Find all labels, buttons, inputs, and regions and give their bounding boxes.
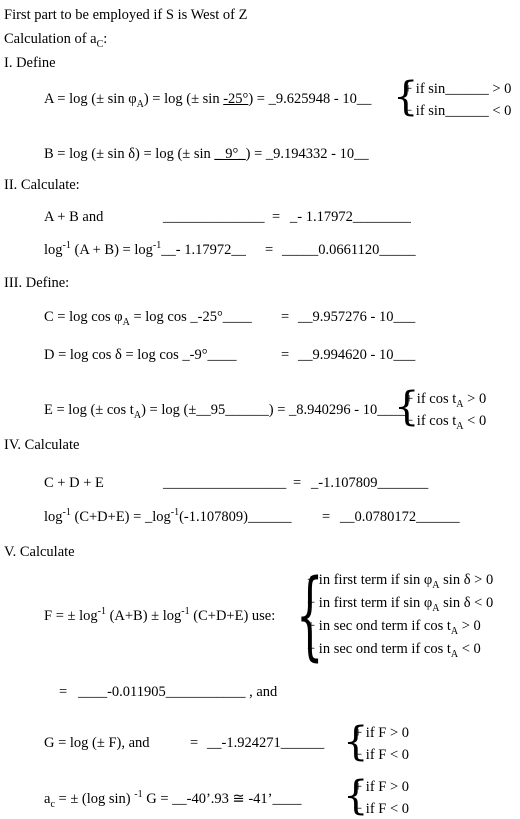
eq-g-case-pos: + if F > 0 [354, 725, 410, 741]
eq-ac-sup: -1 [134, 789, 143, 801]
eq-g [44, 734, 150, 752]
eq-cde-result: _-1.107809_______ [311, 475, 429, 491]
eq-g-lhs: G = log (± F), and [44, 735, 150, 751]
eq-c-sub: A [122, 316, 130, 328]
eq-e-case-neg [405, 412, 486, 430]
eq-ac-brace: { [343, 773, 369, 819]
eq-ac-result: __-40’.93 ≅ -41’____ [172, 791, 302, 807]
eq-f-case-2-end: sin δ < 0 [439, 595, 494, 611]
eq-f-sup2: -1 [181, 606, 190, 618]
section-3-heading: III. Define: [4, 275, 70, 291]
eq-ac-sub: c [50, 798, 55, 810]
eq-b-result: _9.194332 - 10__ [265, 146, 369, 162]
eq-d [44, 346, 237, 364]
eq-b-arg: _ 9°_ [214, 146, 246, 162]
eq-f-brace: { [296, 559, 324, 671]
eq-g-result: __-1.924271______ [207, 735, 325, 751]
eq-ac-lhs: a [44, 791, 51, 807]
section-1-heading: I. Define [4, 55, 56, 71]
eq-f-case-3-text: + in sec ond term if cos t [307, 618, 451, 634]
eq-f-case-4-text: − in sec ond term if cos t [307, 641, 451, 657]
eq-e-arg: __95______ [196, 402, 269, 418]
eq-e [44, 401, 406, 419]
eq-ab-blank: ______________ [163, 209, 265, 225]
eq-e-lhs: E = log (± cos t [44, 402, 134, 418]
section-4-heading: IV. Calculate [4, 437, 80, 453]
eq-d-mid: = log cos [121, 347, 183, 363]
eq-log-ab [44, 241, 246, 259]
eq-f-end: (C+D+E) use: [189, 608, 276, 624]
eq-a-brace: { [393, 74, 419, 120]
eq-log-ab-lhs: log [44, 242, 63, 258]
eq-f-case-2 [307, 594, 493, 612]
eq-d-arg: _-9°____ [182, 347, 237, 363]
eq-f-case-2-text: − in first term if sin φ [307, 595, 433, 611]
eq-log-cde-argsup: -1 [170, 507, 180, 519]
eq-c-mid: = log cos [129, 309, 191, 325]
eq-f-case-2-sub: A [432, 602, 440, 614]
eq-log-ab-sup2: -1 [152, 240, 162, 252]
eq-b-close: ) = [245, 146, 266, 162]
eq-log-ab-eq: = [265, 242, 274, 258]
eq-log-cde-mid: (C+D+E) = [70, 509, 145, 525]
eq-a-case-neg: − if sin______ < 0 [404, 103, 512, 119]
eq-ac [44, 790, 301, 808]
eq-e-brace: { [394, 384, 420, 430]
eq-f-lhs: F = ± log [44, 608, 98, 624]
section-2-heading: II. Calculate: [4, 177, 80, 193]
eq-log-cde-eq: = [322, 509, 331, 525]
eq-a-case-pos: + if sin______ > 0 [404, 81, 512, 97]
eq-a-sub: A [136, 98, 144, 110]
eq-a-close: ) = [248, 91, 269, 107]
eq-f-case-3-end: > 0 [458, 618, 481, 634]
eq-log-ab-mid: (A + B) = log [70, 242, 153, 258]
eq-cde-lhs: C + D + E [44, 475, 104, 491]
eq-e-sub: A [133, 409, 142, 421]
eq-f-result-eq: = [59, 684, 68, 700]
eq-e-close: ) = [268, 402, 290, 418]
eq-f-case-1-text: + in first term if sin φ [307, 572, 433, 588]
eq-ab-result: _- 1.17972________ [290, 209, 411, 225]
eq-b [44, 145, 369, 163]
eq-cde-blank: _________________ [163, 475, 287, 491]
eq-f-case-4 [307, 640, 481, 658]
eq-log-ab-arg: __- 1.17972__ [161, 242, 246, 258]
eq-ab-lhs: A + B and [44, 209, 104, 225]
eq-f [44, 607, 275, 625]
eq-a-arg: -25° [223, 91, 249, 107]
eq-log-cde-sup: -1 [62, 507, 71, 519]
eq-log-cde-arg: _log [144, 509, 171, 525]
eq-g-case-neg: − if F < 0 [354, 747, 410, 763]
eq-g-eq: = [190, 735, 199, 751]
eq-f-case-1-end: sin δ > 0 [439, 572, 494, 588]
eq-e-case-neg-text: − if cos t [405, 413, 457, 429]
eq-f-case-3-sub: A [450, 625, 459, 637]
eq-a-result: _9.625948 - 10__ [268, 91, 372, 107]
eq-f-mid: (A+B) ± log [105, 608, 182, 624]
eq-f-result-line [59, 683, 277, 701]
page-title: First part to be employed if S is West of Z [4, 7, 248, 23]
eq-d-eq: = [281, 347, 290, 363]
eq-log-cde-arg2: (-1.107809)______ [179, 509, 292, 525]
eq-ac-case-pos: + if F > 0 [354, 779, 410, 795]
eq-f-case-4-end: < 0 [458, 641, 481, 657]
eq-f-case-3 [307, 617, 481, 635]
eq-log-ab-result: _____0.0661120_____ [282, 242, 416, 258]
eq-d-lhs: D = log cos δ [44, 347, 122, 363]
eq-e-case-neg-sub: A [456, 420, 464, 432]
eq-ab [44, 208, 103, 226]
eq-a [44, 90, 371, 108]
eq-ab-eq: = [272, 209, 281, 225]
eq-ac-mid: = ± (log sin) [54, 791, 135, 807]
eq-g-brace: { [343, 719, 369, 765]
eq-ac-case-neg: − if F < 0 [354, 801, 410, 817]
eq-e-case-pos-end: > 0 [463, 391, 487, 407]
eq-ac-mid2: G = [142, 791, 173, 807]
eq-cde-eq: = [293, 475, 302, 491]
eq-d-result: __9.994620 - 10___ [298, 347, 416, 363]
eq-c-lhs: C = log cos φ [44, 309, 123, 325]
eq-e-case-neg-end: < 0 [463, 413, 487, 429]
eq-f-case-1 [307, 571, 493, 589]
eq-c-result: __9.957276 - 10___ [298, 309, 416, 325]
calc-heading [4, 30, 107, 48]
eq-c-eq: = [281, 309, 290, 325]
calc-heading-sub: C [96, 38, 104, 50]
calc-heading-text: Calculation of a [4, 31, 97, 47]
eq-log-cde-lhs: log [44, 509, 63, 525]
eq-e-case-pos-text: + if cos t [405, 391, 457, 407]
eq-e-result: _8.940296 - 10____ [289, 402, 407, 418]
eq-cde [44, 474, 104, 492]
eq-c-arg: _-25°____ [190, 309, 252, 325]
eq-a-mid: ) = log (± sin [143, 91, 224, 107]
eq-log-cde [44, 508, 291, 526]
eq-e-mid: ) = log (± [141, 402, 197, 418]
eq-c [44, 308, 252, 326]
eq-f-case-1-sub: A [432, 579, 440, 591]
section-5-heading: V. Calculate [4, 544, 75, 560]
eq-f-result-end: , and [245, 684, 278, 700]
eq-e-case-pos [405, 390, 486, 408]
eq-a-lhs: A = log (± sin φ [44, 91, 137, 107]
eq-f-case-4-sub: A [450, 648, 459, 660]
eq-b-lhs: B = log (± sin δ) = log (± sin [44, 146, 215, 162]
eq-f-result: ____-0.011905___________ [78, 684, 246, 700]
eq-f-sup: -1 [97, 606, 106, 618]
calc-heading-colon: : [103, 31, 108, 47]
eq-log-cde-result: __0.0780172______ [340, 509, 460, 525]
eq-e-case-pos-sub: A [456, 398, 464, 410]
eq-log-ab-sup: -1 [62, 240, 71, 252]
